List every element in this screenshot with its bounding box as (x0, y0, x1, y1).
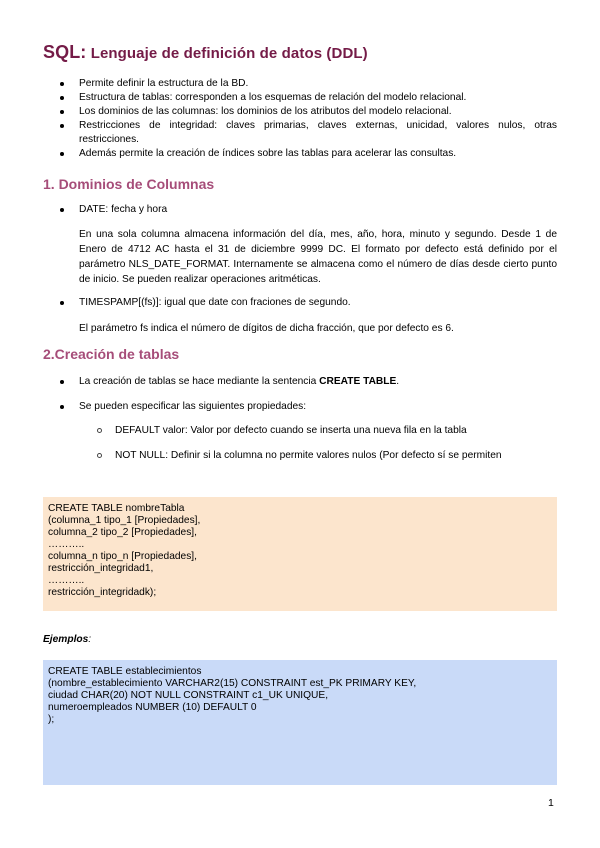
title-prefix: SQL: (43, 42, 87, 62)
list-item-text-end: . (396, 376, 400, 387)
list-item (43, 400, 557, 414)
sub-list-item-text: DEFAULT valor: Valor por defecto cuando se inserta una nueva fila en la tabla (115, 425, 467, 436)
list-item-text: DATE: fecha y hora (79, 204, 168, 215)
list-item-text: Restricciones de integridad: claves primarias, claves externas, unicidad, valores nulos, otras restricciones. (79, 120, 557, 145)
sub-list-item (79, 449, 557, 463)
list-item (43, 119, 557, 147)
page-number: 1 (548, 797, 554, 809)
examples-label (43, 634, 91, 645)
bullet-dot-icon (60, 82, 64, 86)
examples-label-text: Ejemplos (43, 634, 89, 645)
title-text: Lenguaje de definición de datos (DDL) (90, 45, 368, 62)
date-bullet-list (43, 203, 557, 217)
list-item (43, 105, 557, 119)
default-sub-list (79, 424, 557, 438)
properties-bullet-list (43, 400, 557, 414)
examples-label-colon: : (88, 634, 92, 645)
list-item (43, 375, 557, 389)
date-description: En una sola columna almacena información del día, mes, año, hora, minuto y segundo. Desde 1 de Enero de 4712 AC hasta el 31 de diciembre 9999 DC. El formato por defecto está definido por el parámetro NLS_DATE_FORMAT. Internamente se almacena como el número de días desde cierto punto de inicio. Se pueden realizar operaciones aritméticas. (79, 229, 557, 285)
list-item (43, 77, 557, 91)
bullet-circle-icon (97, 453, 102, 458)
bullet-dot-icon (60, 96, 64, 100)
bullet-dot-icon (60, 301, 64, 305)
list-item-text: Permite definir la estructura de la BD. (79, 78, 249, 89)
section-heading-dominios: 1. Dominios de Columnas (43, 176, 215, 192)
list-item-text: Los dominios de las columnas: los dominios de los atributos del modelo relacional. (79, 106, 452, 117)
create-table-syntax-block: CREATE TABLE nombreTabla (columna_1 tipo_1 [Propiedades], columna_2 tipo_2 [Propiedades], ……….. columna_n tipo_n [Propiedades], restricción_integridad1, ……….. restricción_integridadk); (43, 497, 557, 611)
intro-bullet-list (43, 77, 557, 161)
bullet-dot-icon (60, 124, 64, 128)
notnull-sub-list (79, 449, 557, 463)
sub-list-item (79, 424, 557, 438)
create-bullet-list (43, 375, 557, 389)
list-item (43, 296, 557, 310)
create-table-keyword: CREATE TABLE (319, 376, 397, 387)
list-item-text: Además permite la creación de índices sobre las tablas para acelerar las consultas. (79, 148, 457, 159)
timestamp-description: El parámetro fs indica el número de dígitos de dicha fracción, que por defecto es 6. (79, 323, 454, 334)
create-table-example-block: CREATE TABLE establecimientos (nombre_establecimiento VARCHAR2(15) CONSTRAINT est_PK PRIMARY KEY, ciudad CHAR(20) NOT NULL CONSTRAINT c1_UK UNIQUE, numeroempleados NUMBER (10) DEFAULT 0 ); (43, 660, 557, 785)
list-item (43, 203, 557, 217)
bullet-dot-icon (60, 152, 64, 156)
bullet-dot-icon (60, 380, 64, 384)
bullet-dot-icon (60, 208, 64, 212)
bullet-dot-icon (60, 110, 64, 114)
list-item-text: La creación de tablas se hace mediante la sentencia (79, 376, 320, 387)
list-item-text: Se pueden especificar las siguientes propiedades: (79, 401, 307, 412)
list-item-text: TIMESPAMP[(fs)]: igual que date con fraciones de segundo. (79, 297, 351, 308)
page-title (43, 42, 368, 63)
bullet-circle-icon (97, 428, 102, 433)
bullet-dot-icon (60, 405, 64, 409)
timestamp-bullet-list (43, 296, 557, 310)
section-heading-creacion: 2.Creación de tablas (43, 346, 180, 362)
list-item (43, 147, 557, 161)
list-item-text: Estructura de tablas: corresponden a los esquemas de relación del modelo relacional. (79, 92, 467, 103)
sub-list-item-text: NOT NULL: Definir si la columna no permite valores nulos (Por defecto sí se permiten (115, 450, 502, 461)
list-item (43, 91, 557, 105)
